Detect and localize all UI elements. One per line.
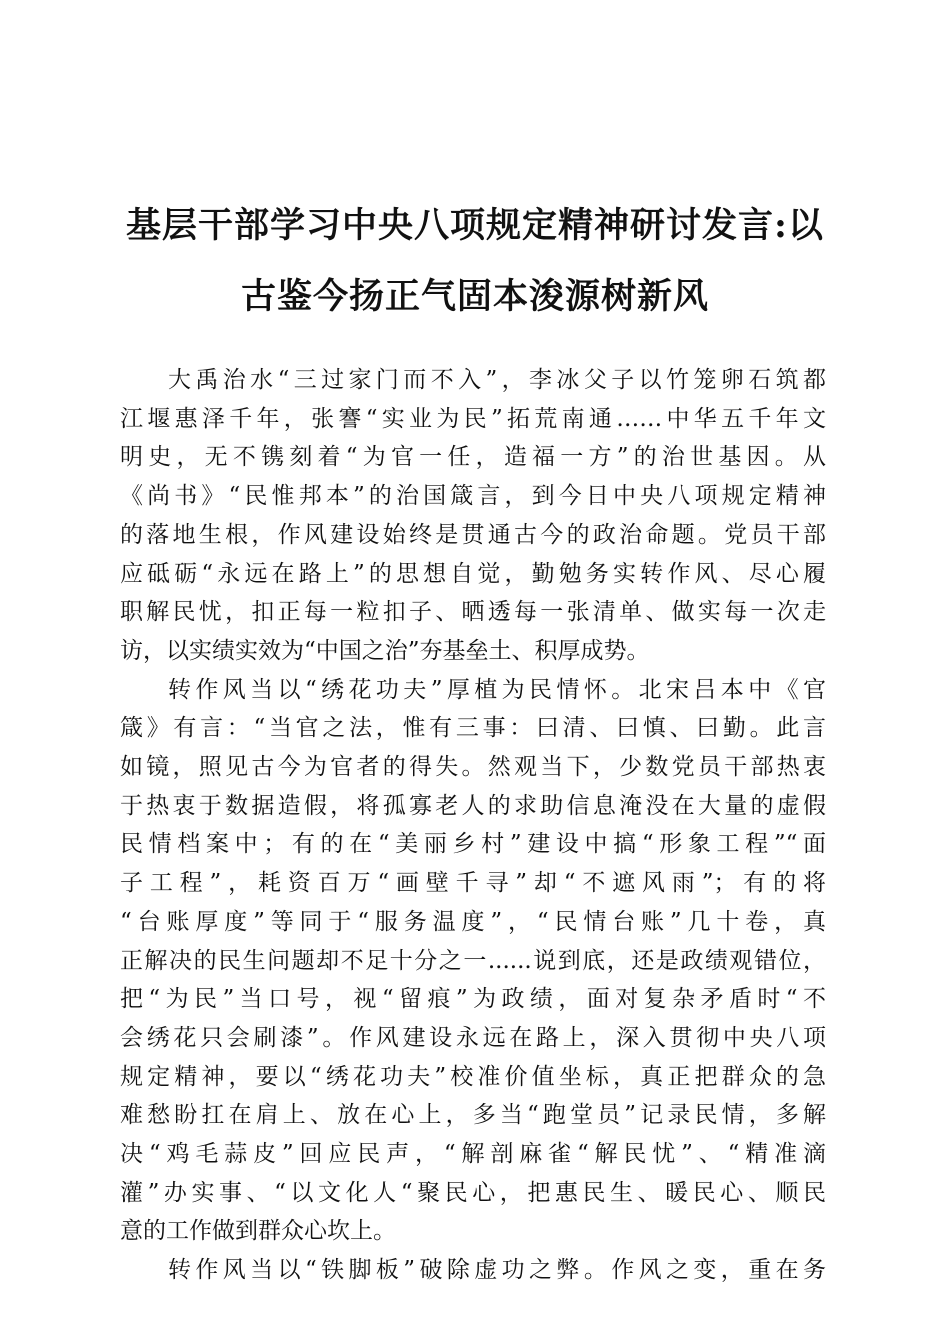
text-line: 正解决的民生问题却不足十分之一......说到底，还是政绩观错位， [120, 947, 826, 974]
text-line: “台账厚度”等同于“服务温度”，“民情台账”几十卷，真 [120, 908, 826, 935]
text-line: 于热衷于数据造假，将孤寡老人的求助信息淹没在大量的虚假 [120, 792, 826, 819]
text-line: 规定精神，要以“绣花功夫”校准价值坐标，真正把群众的急 [120, 1063, 826, 1090]
text-line: 明史，无不镌刻着“为官一任，造福一方”的治世基因。从 [120, 444, 826, 471]
text-line: 访，以实绩实效为“中国之治”夯基垒土、积厚成势。 [120, 637, 650, 664]
text-line: 把“为民”当口号，视“留痕”为政绩，面对复杂矛盾时“不 [120, 986, 826, 1013]
paragraph-2 [120, 671, 826, 1252]
text-line: 灌”办实事、“以文化人“聚民心，把惠民生、暖民心、顺民 [120, 1179, 826, 1206]
paragraph-3 [120, 1251, 826, 1290]
document-body [120, 361, 826, 1290]
text-line: 的落地生根，作风建设始终是贯通古今的政治命题。党员干部 [120, 521, 826, 548]
text-line: 难愁盼扛在肩上、放在心上，多当“跑堂员”记录民情，多解 [120, 1102, 826, 1129]
text-line: 江堰惠泽千年，张謇“实业为民”拓荒南通……中华五千年文 [120, 405, 826, 432]
paragraph-1 [120, 361, 826, 671]
title-line: 古鉴今扬正气固本浚源树新风 [240, 276, 709, 317]
text-line: 会绣花只会刷漆”。作风建设永远在路上，深入贯彻中央八项 [120, 1024, 826, 1051]
text-line: 决“鸡毛蒜皮”回应民声，“解剖麻雀“解民忧”、“精准滴 [120, 1141, 826, 1168]
text-line: 《尚书》“民惟邦本”的治国箴言，到今日中央八项规定精神 [120, 483, 826, 510]
text-line: 应砥砺“永远在路上”的思想自觉，勤勉务实转作风、尽心履 [120, 560, 826, 587]
text-line: 子工程”，耗资百万“画壁千寻”却“不遮风雨”；有的将 [120, 870, 826, 897]
text-line: 大禹治水“三过家门而不入”，李冰父子以竹笼卵石筑都 [168, 367, 826, 393]
text-line: 职解民忧，扣正每一粒扣子、晒透每一张清单、做实每一次走 [120, 599, 826, 626]
text-line: 民情档案中；有的在“美丽乡村”建设中搞“形象工程”“面 [120, 831, 826, 858]
text-line: 转作风当以“铁脚板”破除虚功之弊。作风之变，重在务 [168, 1257, 826, 1284]
text-line: 如镜，照见古今为官者的得失。然观当下，少数党员干部热衷 [120, 754, 826, 781]
document-title [100, 190, 850, 332]
title-line: 基层干部学习中央八项规定精神研讨发言:以 [126, 205, 824, 246]
text-line: 箴》有言：“当官之法，惟有三事：曰清、曰慎、曰勤。此言 [120, 715, 826, 742]
text-line: 意的工作做到群众心坎上。 [120, 1218, 396, 1245]
text-line: 转作风当以“绣花功夫”厚植为民情怀。北宋吕本中《官 [168, 676, 826, 703]
